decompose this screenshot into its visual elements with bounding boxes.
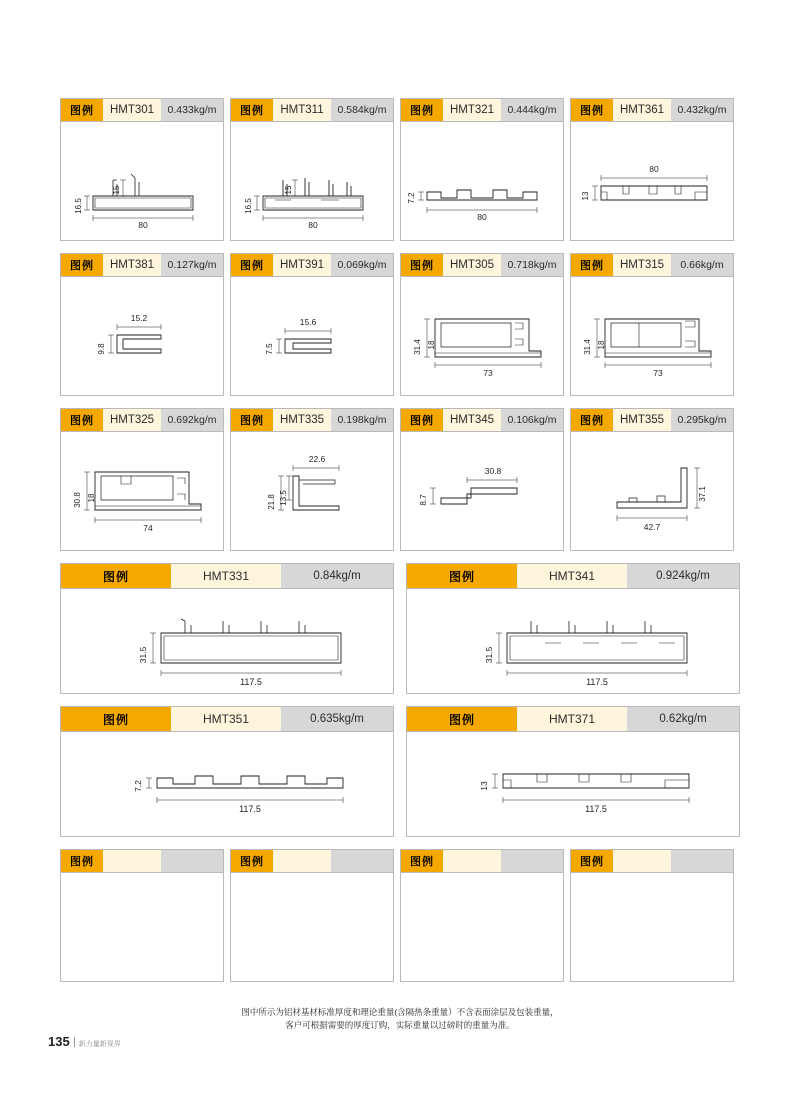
- profile-card[interactable]: [406, 706, 740, 837]
- profile-weight: [161, 850, 223, 872]
- footnote: [0, 1006, 800, 1032]
- dim-width: 80: [477, 212, 487, 222]
- dim-width: 30.8: [484, 466, 502, 476]
- page-number: 135: [48, 1034, 70, 1049]
- profile-card[interactable]: [60, 563, 394, 694]
- profile-drawing: [61, 732, 393, 836]
- dim-height: 16.5: [244, 198, 253, 214]
- card-header: [231, 99, 393, 122]
- dim-height: 7.2: [133, 780, 143, 792]
- profile-code: HMT351: [171, 707, 281, 731]
- dim-height: 8.7: [419, 494, 428, 506]
- dim-width: 15.6: [299, 317, 317, 327]
- dim-height: 37.1: [698, 486, 707, 502]
- dim-width: 74: [143, 523, 153, 533]
- card-header: [401, 99, 563, 122]
- profile-code: HMT315: [613, 254, 671, 276]
- profile-code: HMT381: [103, 254, 161, 276]
- profile-card-empty[interactable]: [230, 849, 394, 982]
- card-header: [61, 409, 223, 432]
- profile-weight: 0.433kg/m: [161, 99, 223, 121]
- profile-code: HMT371: [517, 707, 627, 731]
- dim-width: 15.2: [130, 313, 148, 323]
- profile-row: [60, 253, 740, 396]
- profile-drawing: [407, 732, 739, 836]
- dim-height: 13: [581, 191, 590, 201]
- card-header: [231, 850, 393, 873]
- card-header: [407, 707, 739, 732]
- card-header: [231, 409, 393, 432]
- dim-inner: 18: [87, 493, 96, 503]
- profile-row-wide: [60, 706, 740, 837]
- profile-row-empty: [60, 849, 740, 982]
- legend-tag: 图例: [61, 99, 103, 121]
- card-header: [61, 254, 223, 277]
- footnote-line-1: 图中所示为铝材基材标准厚度和理论重量(含隔热条重量）不含表面涂层及包装重量，: [241, 1007, 559, 1017]
- profile-drawing: [231, 432, 393, 550]
- profile-drawing: [61, 589, 393, 693]
- dim-height: 13: [479, 781, 489, 791]
- profile-card[interactable]: [406, 563, 740, 694]
- dim-inner: 15: [112, 185, 121, 195]
- profile-weight: 0.127kg/m: [161, 254, 223, 276]
- profile-code: HMT335: [273, 409, 331, 431]
- profile-row-wide: [60, 563, 740, 694]
- profile-drawing: [61, 122, 223, 240]
- profile-code: HMT391: [273, 254, 331, 276]
- profile-weight: 0.069kg/m: [331, 254, 393, 276]
- profile-drawing-empty: [231, 873, 393, 981]
- dim-width: 73: [653, 368, 663, 378]
- profile-code: HMT341: [517, 564, 627, 588]
- profile-card[interactable]: [230, 408, 394, 551]
- dim-height: 30.8: [73, 492, 82, 508]
- profile-weight: 0.432kg/m: [671, 99, 733, 121]
- profile-weight: 0.584kg/m: [331, 99, 393, 121]
- legend-tag: 图例: [231, 254, 273, 276]
- legend-tag: 图例: [401, 850, 443, 872]
- profile-weight: 0.66kg/m: [671, 254, 733, 276]
- legend-tag: 图例: [231, 850, 273, 872]
- card-header: [571, 850, 733, 873]
- dim-width: 117.5: [240, 677, 262, 687]
- dim-height: 7.2: [407, 192, 416, 204]
- legend-tag: 图例: [61, 409, 103, 431]
- dim-width: 117.5: [585, 804, 607, 814]
- profile-weight: 0.924kg/m: [627, 564, 739, 588]
- profile-drawing: [231, 122, 393, 240]
- dim-height: 31.4: [583, 339, 592, 355]
- profile-drawing: [401, 432, 563, 550]
- legend-tag: 图例: [407, 707, 517, 731]
- legend-tag: 图例: [61, 707, 171, 731]
- dim-height: 31.5: [484, 646, 494, 664]
- profile-card[interactable]: [230, 253, 394, 396]
- profile-drawing-empty: [401, 873, 563, 981]
- legend-tag: 图例: [401, 409, 443, 431]
- profile-code: [103, 850, 161, 872]
- card-header: [407, 564, 739, 589]
- divider: [74, 1037, 75, 1047]
- profile-drawing: [571, 277, 733, 395]
- dim-width: 117.5: [586, 677, 608, 687]
- card-header: [231, 254, 393, 277]
- profile-weight: 0.718kg/m: [501, 254, 563, 276]
- dim-width: 42.7: [643, 522, 661, 532]
- legend-tag: 图例: [61, 850, 103, 872]
- profile-weight: [501, 850, 563, 872]
- profile-card[interactable]: [400, 253, 564, 396]
- dim-width: 80: [138, 220, 148, 230]
- legend-tag: 图例: [571, 850, 613, 872]
- profile-drawing-empty: [61, 873, 223, 981]
- profile-drawing: [61, 432, 223, 550]
- profile-card[interactable]: [60, 98, 224, 241]
- profile-weight: 0.84kg/m: [281, 564, 393, 588]
- profile-card-empty[interactable]: [570, 849, 734, 982]
- profile-drawing: [61, 277, 223, 395]
- card-header: [401, 254, 563, 277]
- dim-inner: 13.5: [279, 490, 288, 506]
- profile-weight: 0.444kg/m: [501, 99, 563, 121]
- card-header: [401, 850, 563, 873]
- profile-weight: 0.295kg/m: [671, 409, 733, 431]
- profile-weight: 0.692kg/m: [161, 409, 223, 431]
- profile-code: [613, 850, 671, 872]
- profile-weight: [671, 850, 733, 872]
- profile-code: HMT355: [613, 409, 671, 431]
- dim-width: 73: [483, 368, 493, 378]
- dim-inner: 18: [597, 340, 606, 350]
- profile-weight: 0.635kg/m: [281, 707, 393, 731]
- card-header: [571, 99, 733, 122]
- profile-code: HMT331: [171, 564, 281, 588]
- page-footer: [48, 1034, 121, 1049]
- legend-tag: 图例: [571, 254, 613, 276]
- dim-height: 31.4: [413, 339, 422, 355]
- card-header: [571, 254, 733, 277]
- profile-card[interactable]: [230, 98, 394, 241]
- profile-drawing: [571, 432, 733, 550]
- card-header: [61, 564, 393, 589]
- profile-row: [60, 98, 740, 241]
- profile-code: HMT305: [443, 254, 501, 276]
- card-header: [61, 850, 223, 873]
- legend-tag: 图例: [401, 254, 443, 276]
- dim-height: 16.5: [74, 198, 83, 214]
- profile-code: [443, 850, 501, 872]
- profile-code: [273, 850, 331, 872]
- dim-inner: 15: [284, 185, 293, 195]
- profile-grid: [60, 98, 740, 994]
- dim-width: 22.6: [308, 454, 326, 464]
- card-header: [61, 99, 223, 122]
- profile-card[interactable]: [570, 253, 734, 396]
- legend-tag: 图例: [61, 254, 103, 276]
- profile-code: HMT345: [443, 409, 501, 431]
- profile-card[interactable]: [400, 408, 564, 551]
- legend-tag: 图例: [231, 409, 273, 431]
- dim-width: 117.5: [239, 804, 261, 814]
- card-header: [61, 707, 393, 732]
- profile-code: HMT311: [273, 99, 331, 121]
- dim-height: 9.8: [97, 343, 106, 355]
- legend-tag: 图例: [61, 564, 171, 588]
- legend-tag: 图例: [407, 564, 517, 588]
- profile-drawing: [407, 589, 739, 693]
- profile-card[interactable]: [400, 98, 564, 241]
- profile-weight: 0.106kg/m: [501, 409, 563, 431]
- brand-text: 新力量新视界: [78, 1041, 121, 1048]
- profile-row: [60, 408, 740, 551]
- profile-drawing-empty: [571, 873, 733, 981]
- profile-weight: 0.198kg/m: [331, 409, 393, 431]
- dim-height: 7.5: [265, 343, 274, 355]
- profile-code: HMT321: [443, 99, 501, 121]
- profile-card[interactable]: [60, 706, 394, 837]
- footnote-line-2: 客户可根据需要的厚度订购，实际重量以过磅时的重量为准。: [285, 1020, 515, 1030]
- dim-width: 80: [308, 220, 318, 230]
- profile-drawing: [571, 122, 733, 240]
- dim-height: 31.5: [138, 646, 148, 664]
- card-header: [571, 409, 733, 432]
- profile-card[interactable]: [60, 253, 224, 396]
- profile-card[interactable]: [60, 408, 224, 551]
- profile-card-empty[interactable]: [400, 849, 564, 982]
- legend-tag: 图例: [571, 409, 613, 431]
- profile-drawing: [401, 122, 563, 240]
- dim-inner: 18: [427, 340, 436, 350]
- legend-tag: 图例: [231, 99, 273, 121]
- profile-card[interactable]: [570, 408, 734, 551]
- profile-drawing: [231, 277, 393, 395]
- profile-code: HMT361: [613, 99, 671, 121]
- dim-width: 80: [649, 164, 659, 174]
- profile-weight: [331, 850, 393, 872]
- profile-drawing: [401, 277, 563, 395]
- card-header: [401, 409, 563, 432]
- profile-code: HMT325: [103, 409, 161, 431]
- legend-tag: 图例: [401, 99, 443, 121]
- profile-weight: 0.62kg/m: [627, 707, 739, 731]
- profile-code: HMT301: [103, 99, 161, 121]
- profile-card[interactable]: [570, 98, 734, 241]
- dim-height: 21.8: [267, 494, 276, 510]
- legend-tag: 图例: [571, 99, 613, 121]
- profile-card-empty[interactable]: [60, 849, 224, 982]
